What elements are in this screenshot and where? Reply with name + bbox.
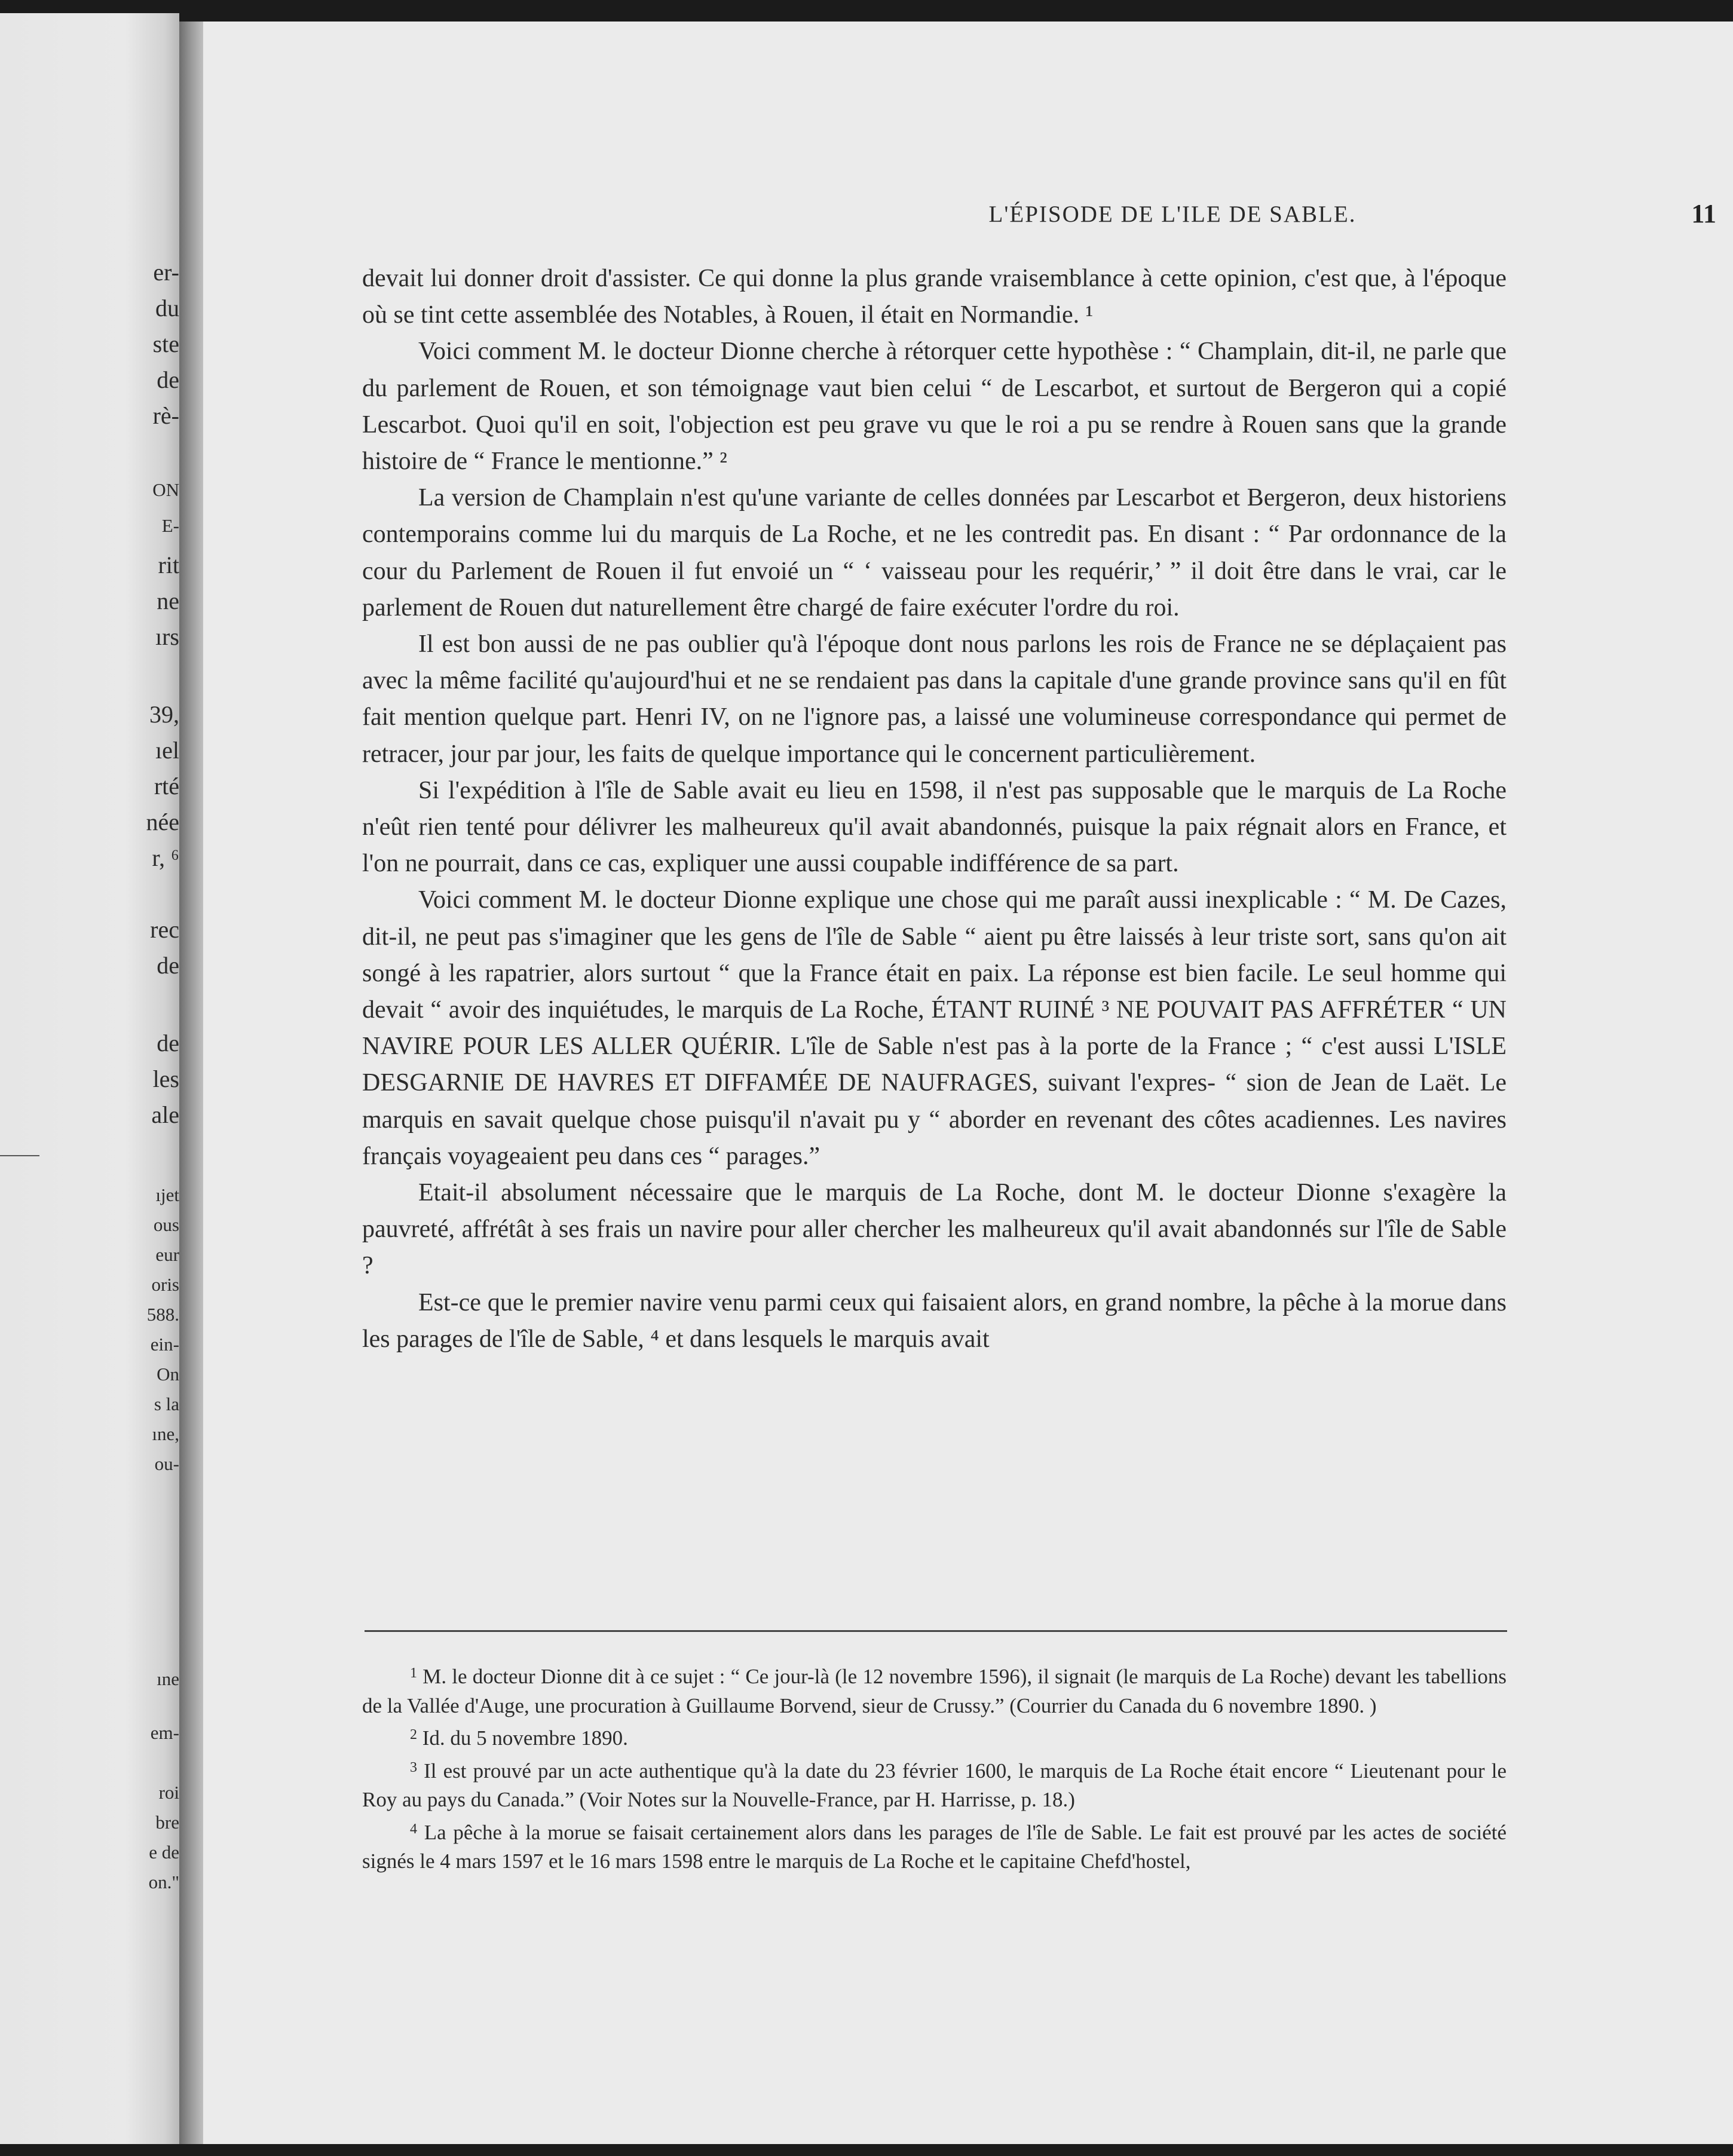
paragraph: devait lui donner droit d'assister. Ce qui donne la plus grande vraisemblance à cette opinion, c'est que, à l'époque où se tint cette assemblée des Notables, à Rouen, il était en Normandie. ¹ [362,265,1507,329]
facing-page-fragment: roi [158,1782,179,1803]
footnote-number: 3 [410,1759,417,1775]
facing-page-fragment: ste [152,330,179,357]
facing-page-fragment: oris [151,1274,179,1295]
facing-page-fragment: ıel [155,737,179,764]
facing-page-fragment: 39, [149,701,179,728]
footnote-rule [365,1630,1507,1632]
facing-page-fragment: r, ⁶ [152,844,179,871]
facing-page-fragment: em- [150,1722,179,1743]
facing-page-fragment: s la [154,1394,179,1414]
facing-page-fragment: de [157,366,179,393]
facing-page-fragment: er- [153,259,179,286]
facing-page-fragment: E- [161,515,179,536]
footnote [362,1753,1507,1815]
facing-page-fragment: 588. [146,1304,179,1325]
footnote [362,1815,1507,1876]
running-head [718,201,1716,237]
footnote-text: Il est prouvé par un acte authentique qu'à la date du 23 février 1600, le marquis de La Roche était encore “ Lieutenant pour le Roy au pays du Canada.” (Voir Notes sur la Nouvelle-France, par H. Harrisse, p. 18.) [362,1759,1507,1811]
facing-page-edge [0,13,179,2144]
facing-page-fragment: rté [154,773,179,800]
facing-page-fragment: ıjet [155,1184,179,1205]
facing-page-fragment: du [155,295,179,321]
facing-page-fragment: les [152,1065,179,1092]
paragraph: Il est bon aussi de ne pas oublier qu'à l'époque dont nous parlons les rois de France ne se déplaçaient pas avec la même facilité qu'aujourd'hui et ne se rendaient pas dans la capitale d'une grande province sans qu'il en fût fait mention quelque part. Henri IV, on ne l'ignore pas, a laissé une volumineuse correspondance qui permet de retracer, jour par jour, les faits de quelque importance qui le concernent particulièrement. [362,630,1507,768]
facing-page-fragment: née [146,808,179,835]
paragraph: Voici comment M. le docteur Dionne cherche à rétorquer cette hypothèse : “ Champlain, dit-il, ne parle que du parlement de Rouen, et son témoignage vaut bien celui “ de Lescarbot, et surtout de Bergeron qui a copié Lescarbot. Quoi qu'il en soit, l'objection est peu grave vu que le roi a pu se rendre à Rouen sans que la grande histoire de “ France le mentionne.” ² [362,338,1507,476]
facing-page-fragment: On [157,1364,179,1385]
footnote-number: 4 [410,1821,417,1837]
facing-page-fragment: ein- [150,1334,179,1355]
footnote-text: La pêche à la morue se faisait certainement alors dans les parages de l'île de Sable. Le fait est prouvé par les actes de société signés le 4 mars 1597 et le 16 mars 1598 entre le marquis de La Roche et le capitaine Chefd'hostel, [362,1820,1507,1873]
facing-page-fragment: rec [150,916,179,943]
facing-page-fragment: rè- [152,402,179,429]
book-page [203,22,1733,2144]
facing-page-fragment: rit [158,552,179,578]
facing-page-fragment: ıne [157,1668,179,1689]
facing-page-fragment: ale [151,1101,179,1128]
running-title: L'ÉPISODE DE L'ILE DE SABLE. [988,201,1357,227]
footnote-text: Id. du 5 novembre 1890. [417,1726,628,1750]
facing-page-fragment: eur [155,1244,179,1265]
footnote [362,1659,1507,1720]
footnote [362,1720,1507,1753]
facing-page-fragment: ON [152,479,179,500]
page-number: 11 [1691,199,1716,228]
facing-page-fragment: ou- [154,1453,179,1474]
paragraph: Voici comment M. le docteur Dionne explique une chose qui me paraît aussi inexplicable : “ M. De Cazes, dit-il, ne peut pas s'imaginer que les gens de l'île de Sable “ aient pu être laissés à leur triste sort, sans qu'on ait songé à les rapatrier, alors surtout “ que la France était en paix. La réponse est bien facile. Le seul homme qui devait “ avoir des inquiétudes, le marquis de La Roche, ÉTANT RUINÉ ³ NE POUVAIT PAS AFFRÉTER “ UN NAVIRE POUR LES ALLER QUÉRIR. L'île de Sable n'est pas à la porte de la France ; “ c'est aussi L'ISLE DESGARNIE DE HAVRES ET DIFFAMÉE DE NAUFRAGES, suivant l'expres- “ sion de Jean de Laët. Le marquis en savait quelque chose puisqu'il n'avait pu y “ aborder en revenant des côtes acadiennes. Les navires français voyageaient peu dans ces “ parages.” [362,886,1507,1170]
footnote-text: M. le docteur Dionne dit à ce sujet : “ Ce jour-là (le 12 novembre 1596), il signait (le marquis de La Roche) devant les tabellions de la Vallée d'Auge, une procuration à Guillaume Borvend, sieur de Crussy.” (Courrier du Canada du 6 novembre 1890. ) [362,1665,1507,1717]
facing-page-fragment: ne [157,587,179,614]
paragraph: La version de Champlain n'est qu'une variante de celles données par Lescarbot et Bergeron, deux historiens contemporains comme lui du marquis de La Roche, et ne les contredit pas. En disant : “ Par ordonnance de la cour du Parlement de Rouen il fut envoié un “ ‘ vaisseau pour les requérir,’ ” il doit être dans le vrai, car le parlement de Rouen dut naturellement être chargé de faire exécuter l'ordre du roi. [362,484,1507,621]
facing-page-fragment: de [157,952,179,979]
footnotes [362,1659,1507,1876]
paragraph: Est-ce que le premier navire venu parmi ceux qui faisaient alors, en grand nombre, la pêche à la morue dans les parages de l'île de Sable, ⁴ et dans lesquels le marquis avait [362,1288,1507,1353]
facing-page-fragment: ırs [155,623,179,650]
body-text [362,261,1507,1358]
facing-page-fragment: on." [148,1872,179,1892]
footnote-number: 1 [410,1665,417,1681]
facing-page-fragment: ıne, [152,1423,179,1444]
paragraph: Si l'expédition à l'île de Sable avait eu lieu en 1598, il n'est pas supposable que le marquis de La Roche n'eût rien tenté pour délivrer les malheureux qu'il avait abandonnés, puisque la paix régnait alors en France, et l'on ne pourrait, dans ce cas, expliquer une aussi coupable indifférence de sa part. [362,776,1507,878]
facing-page-fragment: bre [155,1812,179,1833]
facing-page-footnote-rule [0,1155,39,1156]
facing-page-fragment: de [157,1030,179,1056]
footnote-number: 2 [410,1727,417,1742]
paragraph: Etait-il absolument nécessaire que le marquis de La Roche, dont M. le docteur Dionne s'exagère la pauvreté, affrétât à ses frais un navire pour aller chercher les malheureux qu'il avait abandonnés sur l'île de Sable ? [362,1179,1507,1280]
facing-page-fragment: ous [153,1214,179,1235]
facing-page-fragment: e de [149,1842,179,1863]
